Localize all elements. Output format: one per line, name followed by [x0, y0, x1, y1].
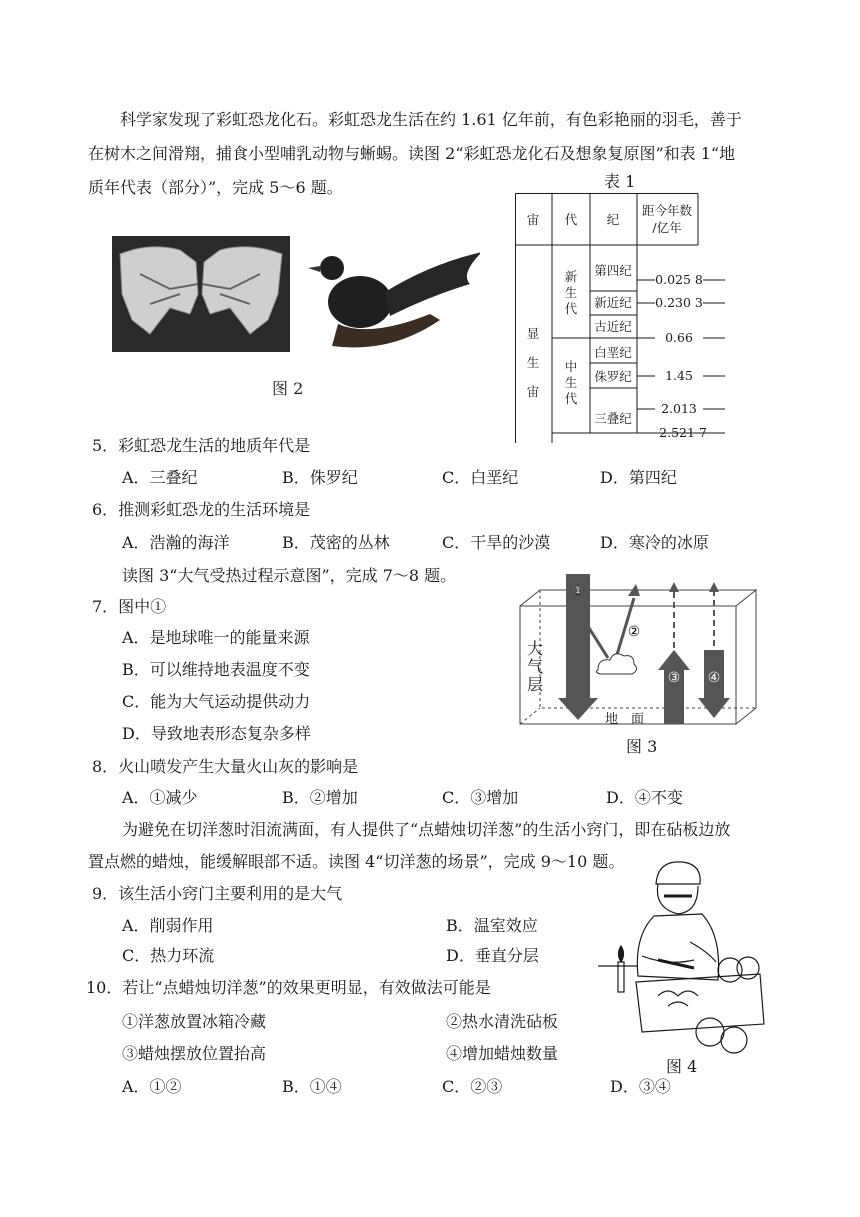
- atmos-label: 大气层: [527, 639, 544, 694]
- atmospheric-heating-diagram: [516, 570, 776, 730]
- q9-stem: 9．该生活小窍门主要利用的是大气: [92, 884, 343, 903]
- q10-stem: 10．若让“点蜡烛切洋葱”的效果更明显，有效做法可能是: [86, 978, 491, 997]
- q10-item-2: ②热水清洗砧板: [446, 1012, 559, 1031]
- q7-option-a[interactable]: A．是地球唯一的能量来源: [122, 628, 310, 647]
- q6-stem: 6．推测彩虹恐龙的生活环境是: [92, 500, 311, 519]
- q5-option-c[interactable]: C．白垩纪: [442, 468, 519, 487]
- period-quaternary: 第四纪: [594, 263, 632, 278]
- intro3-line1: 为避免在切洋葱时泪流满面，有人提供了“点蜡烛切洋葱”的生活小窍门，即在砧板边放: [122, 820, 731, 839]
- boundary-value: 1.45: [665, 368, 693, 383]
- eon-char-1: 显: [526, 326, 540, 341]
- header-era: 代: [564, 212, 578, 227]
- q9-option-c[interactable]: C．热力环流: [122, 946, 215, 965]
- era2-char-1: 中: [564, 359, 578, 374]
- period-cretaceous: 白垩纪: [594, 345, 632, 360]
- chef-head: [657, 884, 698, 914]
- flame-icon: [619, 946, 624, 962]
- intro2: 读图 3“大气受热过程示意图”，完成 7～8 题。: [122, 566, 457, 585]
- dinosaur-fossil-figure: [110, 234, 480, 364]
- era1-char-1: 新: [564, 269, 578, 284]
- marker-1: ①: [571, 583, 585, 599]
- table1-title: 表 1: [604, 172, 636, 191]
- chef-body: [637, 914, 718, 980]
- q7-stem: 7．图中①: [92, 597, 167, 616]
- q5-stem: 5．彩虹恐龙生活的地质年代是: [92, 436, 311, 455]
- q6-option-b[interactable]: B．茂密的丛林: [282, 533, 390, 552]
- dinosaur-beak: [308, 266, 320, 272]
- solar-radiation-arrowhead: [558, 698, 598, 720]
- q8-stem: 8．火山喷发产生大量火山灰的影响是: [92, 757, 359, 776]
- q8-option-c[interactable]: C．③增加: [442, 788, 519, 807]
- intro3-line2: 置点燃的蜡烛，能缓解眼部不适。读图 4“切洋葱的场景”，完成 9～10 题。: [88, 852, 625, 871]
- era1-char-3: 代: [564, 301, 578, 316]
- eon-char-3: 宙: [526, 384, 540, 399]
- era1-char-2: 生: [564, 285, 578, 300]
- eon-char-2: 生: [526, 355, 540, 370]
- boundary-value: 0.66: [665, 330, 693, 345]
- q7-option-d[interactable]: D．导致地表形态复杂多样: [122, 724, 311, 743]
- boundary-value: 0.230 3: [655, 295, 703, 310]
- header-period: 纪: [606, 212, 620, 227]
- q9-option-a[interactable]: A．削弱作用: [122, 916, 214, 935]
- ground-label: 地 面: [605, 712, 645, 727]
- q6-option-d[interactable]: D．寒冷的冰原: [600, 533, 709, 552]
- header-years-line2: /亿年: [652, 220, 682, 235]
- period-jurassic: 侏罗纪: [594, 369, 632, 384]
- intro1-line1: 科学家发现了彩虹恐龙化石。彩虹恐龙生活在约 1.61 亿年前，有色彩艳丽的羽毛，善于: [120, 110, 742, 129]
- header-eon: 宙: [526, 212, 540, 227]
- period-paleogene: 古近纪: [594, 319, 632, 334]
- q10-item-3: ③蜡烛摆放位置抬高: [122, 1044, 267, 1063]
- header-years-line1: 距今年数: [641, 203, 693, 218]
- fig3-caption: 图 3: [626, 737, 658, 756]
- marker-3: ③: [667, 670, 681, 686]
- q8-option-a[interactable]: A．①减少: [122, 788, 198, 807]
- q10-item-1: ①洋葱放置冰箱冷藏: [122, 1012, 267, 1031]
- counter-radiation-arrowhead: [698, 698, 730, 718]
- era2-char-2: 生: [564, 375, 578, 390]
- q8-option-b[interactable]: B．②增加: [282, 788, 358, 807]
- q10-option-a[interactable]: A．①②: [122, 1077, 182, 1096]
- marker-4: ④: [707, 670, 721, 686]
- q7-option-b[interactable]: B．可以维持地表温度不变: [122, 660, 310, 679]
- period-neogene: 新近纪: [594, 295, 632, 310]
- q5-option-d[interactable]: D．第四纪: [600, 468, 677, 487]
- cloud-icon: [596, 654, 636, 674]
- dinosaur-body: [328, 276, 392, 328]
- onion-2: [696, 1018, 724, 1046]
- chef-hat: [656, 862, 700, 884]
- q5-option-a[interactable]: A．三叠纪: [122, 468, 198, 487]
- intro1-line3: 质年代表（部分）”，完成 5～6 题。: [88, 178, 343, 197]
- marker-2: ②: [627, 624, 641, 640]
- q10-option-b[interactable]: B．①④: [282, 1077, 342, 1096]
- boundary-value: 2.521 7: [659, 425, 707, 440]
- boundary-value: 2.013: [661, 401, 697, 416]
- fig4-caption: 图 4: [666, 1057, 698, 1076]
- geologic-time-table: [515, 193, 727, 443]
- q7-option-c[interactable]: C．能为大气运动提供动力: [122, 692, 311, 711]
- era2-char-3: 代: [564, 391, 578, 406]
- q9-option-d[interactable]: D．垂直分层: [446, 946, 539, 965]
- q10-option-c[interactable]: C．②③: [442, 1077, 503, 1096]
- q8-option-d[interactable]: D．④不变: [606, 788, 683, 807]
- onion-slices: [658, 991, 698, 1006]
- dinosaur-tail: [385, 252, 480, 316]
- q10-option-d[interactable]: D．③④: [610, 1077, 671, 1096]
- cutting-board: [636, 974, 764, 1032]
- cutting-onion-figure: [598, 856, 778, 1056]
- q6-option-a[interactable]: A．浩瀚的海洋: [122, 533, 230, 552]
- q6-option-c[interactable]: C．干旱的沙漠: [442, 533, 551, 552]
- intro1-line2: 在树木之间滑翔，捕食小型哺乳动物与蜥蜴。读图 2“彩虹恐龙化石及想象复原图”和表 1“地: [88, 144, 736, 163]
- q9-option-b[interactable]: B．温室效应: [446, 916, 538, 935]
- dinosaur-head: [320, 256, 344, 280]
- period-triassic: 三叠纪: [594, 411, 632, 426]
- ground-radiation-arrowhead: [658, 650, 690, 670]
- q10-item-4: ④增加蜡烛数量: [446, 1044, 559, 1063]
- fig2-caption: 图 2: [272, 379, 304, 398]
- boundary-value: 0.025 8: [655, 272, 703, 287]
- q5-option-b[interactable]: B．侏罗纪: [282, 468, 358, 487]
